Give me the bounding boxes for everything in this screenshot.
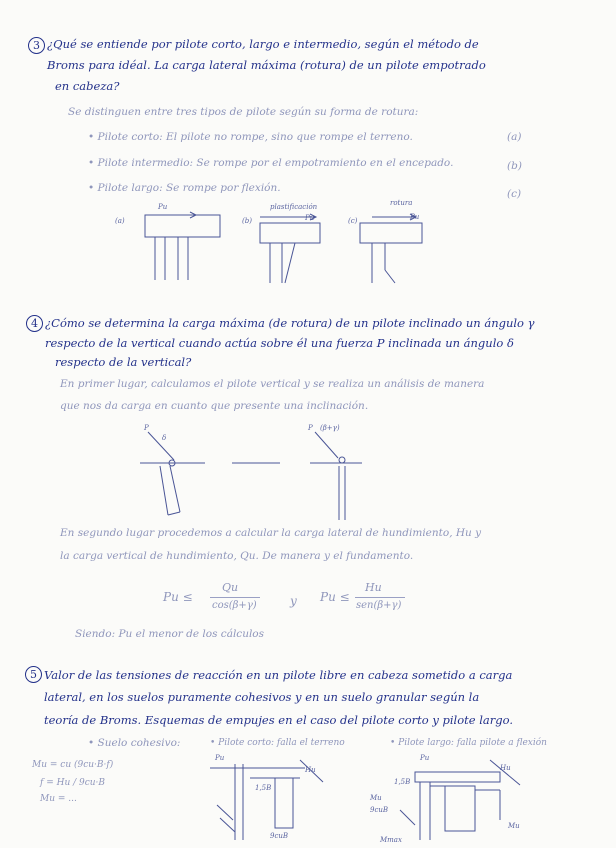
answer-5-short-pile-label: • Pilote corto: falla el terreno — [210, 738, 345, 748]
question-3-line-3: en cabeza? — [55, 79, 120, 93]
figure-c-load-label: Pu — [410, 213, 420, 221]
answer-3-mark-c: (c) — [507, 188, 522, 200]
question-number-3: 3 — [28, 37, 45, 54]
figure-b-load-label: Pu — [305, 214, 315, 222]
answer-3-line-3: • Pilote intermedio: Se rompe por el empotramiento en el encepado. — [88, 157, 454, 169]
figure-long-pile — [348, 199, 422, 283]
figure-c-label: (c) — [348, 217, 358, 225]
question-3-line-2: Broms para idéal. La carga lateral máxima (rotura) de un pilote empotrado — [47, 58, 486, 72]
figure-a-label: (a) — [115, 217, 125, 225]
long-pile-reaction-label: 9cuB — [370, 806, 389, 814]
long-pile-max-moment-label: Mmax — [380, 836, 402, 844]
formula-right-denominator: sen(β+γ) — [356, 600, 402, 611]
figure-b-plastic-label: plastificación — [270, 203, 318, 211]
answer-4-line-3: En segundo lugar procedemos a calcular la carga lateral de hundimiento, Hu y — [60, 527, 482, 539]
question-number-5: 5 — [25, 666, 42, 683]
long-pile-pressure-figure — [370, 750, 570, 845]
question-5-line-1: Valor de las tensiones de reacción en un pilote libre en cabeza sometido a carga — [44, 668, 513, 682]
answer-5-long-pile-label: • Pilote largo: falla pilote a flexión — [390, 738, 547, 748]
figure-vertical-pile — [307, 424, 362, 520]
short-pile-pressure-figure — [205, 750, 355, 845]
question-4-line-3: respecto de la vertical? — [55, 355, 192, 369]
question-5-line-3: teoría de Broms. Esquemas de empujes en el caso del pilote corto y pilote largo. — [44, 713, 513, 727]
inclined-pile-figures — [140, 420, 390, 530]
answer-4-line-1: En primer lugar, calculamos el pilote vertical y se realiza un análisis de manera — [60, 378, 485, 390]
answer-5-side-note-1: Mu = cu (9cu·B·f) — [32, 760, 114, 770]
formula-left-lhs: Pu ≤ — [163, 590, 193, 604]
formula-right-lhs: Pu ≤ — [320, 590, 350, 604]
answer-3-line-4: • Pilote largo: Se rompe por flexión. — [88, 182, 281, 194]
formula-right-numerator: Hu — [365, 581, 382, 594]
answer-5-heading: • Suelo cohesivo: — [88, 737, 181, 749]
short-pile-depth-label: 1,5B — [255, 784, 272, 792]
answer-4-line-2: que nos da carga en cuanto que presente una inclinación. — [60, 400, 369, 412]
long-pile-load-label: Pu — [420, 754, 430, 762]
figure-vertical-angle-label: (β+γ) — [320, 424, 340, 432]
answer-3-line-2: • Pilote corto: El pilote no rompe, sino que rompe el terreno. — [88, 131, 413, 143]
formula-separator: y — [290, 594, 297, 608]
figure-b-label: (b) — [242, 217, 252, 225]
figure-c-rotura-label: rotura — [390, 199, 413, 207]
figure-a-load-label: Pu — [158, 203, 168, 211]
answer-3-line-1: Se distinguen entre tres tipos de pilote según su forma de rotura: — [68, 106, 419, 118]
answer-3-mark-a: (a) — [507, 131, 522, 143]
long-pile-moment-label: Mu — [370, 794, 382, 802]
long-pile-hu-label: Hu — [500, 764, 511, 772]
formula-left-fraction-bar — [210, 597, 260, 598]
answer-4-line-5: Siendo: Pu el menor de los cálculos — [75, 628, 265, 640]
question-number-4: 4 — [26, 315, 43, 332]
question-3-line-1: ¿Qué se entiende por pilote corto, largo e intermedio, según el método de — [47, 37, 479, 51]
question-5-line-2: lateral, en los suelos puramente cohesivos y en un suelo granular según la — [44, 690, 480, 704]
short-pile-reaction-label: 9cuB — [270, 832, 289, 840]
question-4-line-1: ¿Cómo se determina la carga máxima (de rotura) de un pilote inclinado un ángulo γ — [45, 316, 535, 330]
figure-intermediate-pile — [242, 203, 320, 283]
figure-inclined-angle-label: δ — [162, 434, 167, 442]
figure-short-pile — [115, 203, 220, 280]
long-pile-mu-label: Mu — [508, 822, 520, 830]
figure-vertical-load-label: P — [308, 424, 313, 432]
figure-inclined-pile — [140, 424, 205, 515]
short-pile-load-label: Pu — [215, 754, 225, 762]
formula-left-denominator: cos(β+γ) — [212, 600, 257, 611]
answer-5-side-note-2: f = Hu / 9cu·B — [40, 778, 106, 788]
answer-4-line-4: la carga vertical de hundimiento, Qu. De manera y el fundamento. — [60, 550, 414, 562]
pile-failure-figures — [110, 195, 530, 290]
question-4-line-2: respecto de la vertical cuando actúa sobre él una fuerza P inclinada un ángulo δ — [45, 336, 514, 350]
formula-right-fraction-bar — [355, 597, 405, 598]
short-pile-hu-label: Hu — [305, 766, 316, 774]
long-pile-depth-label: 1,5B — [394, 778, 411, 786]
answer-5-side-note-3: Mu = ... — [40, 794, 77, 804]
formula-left-numerator: Qu — [222, 581, 239, 594]
figure-inclined-load-label: P — [144, 424, 149, 432]
answer-3-mark-b: (b) — [507, 160, 522, 172]
